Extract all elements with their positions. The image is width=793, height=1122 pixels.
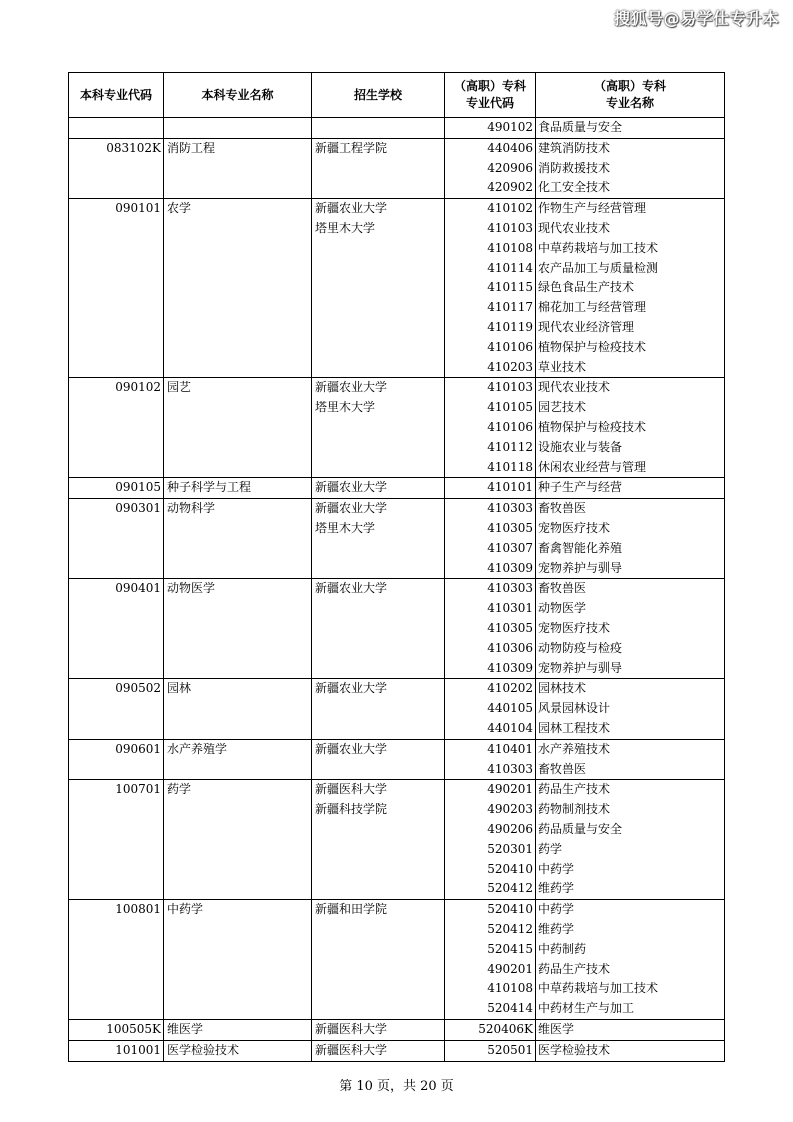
zk-name-cell bbox=[536, 138, 725, 198]
zk-name-cell-line: 化工安全技术 bbox=[538, 180, 611, 195]
header-row bbox=[69, 73, 725, 118]
zk-code-cell-line: 410303 bbox=[487, 761, 533, 776]
zk-code-cell-line: 520415 bbox=[487, 941, 533, 956]
bk-code-cell bbox=[69, 1040, 164, 1061]
bk-code-cell bbox=[69, 478, 164, 499]
zk-code-cell-line: 520501 bbox=[487, 1042, 533, 1057]
bk-code-cell bbox=[69, 138, 164, 198]
bk-name-cell bbox=[164, 579, 312, 679]
bk-code-cell bbox=[69, 1019, 164, 1040]
zk-code-cell-line: 490203 bbox=[487, 802, 533, 817]
school-cell-line: 新疆农业大学 bbox=[315, 380, 388, 395]
zk-code-cell-line: 410203 bbox=[487, 359, 533, 374]
bk-name-cell-line: 动物医学 bbox=[167, 581, 216, 596]
zk-name-cell bbox=[536, 118, 725, 139]
bk-name-cell-line: 医学检验技术 bbox=[167, 1042, 240, 1057]
zk-code-cell-line: 410101 bbox=[487, 480, 533, 495]
header-name: 本科专业名称 bbox=[164, 73, 312, 118]
zk-code-cell bbox=[445, 780, 536, 900]
zk-code-cell-line: 410105 bbox=[487, 400, 533, 415]
zk-name-cell-line: 中药学 bbox=[538, 861, 575, 876]
school-cell-line: 新疆农业大学 bbox=[315, 741, 388, 756]
bk-code-cell bbox=[69, 118, 164, 139]
zk-name-cell-line: 现代农业技术 bbox=[538, 220, 611, 235]
bk-name-cell bbox=[164, 679, 312, 739]
bk-name-cell-line: 种子科学与工程 bbox=[167, 480, 252, 495]
zk-code-cell-line: 420906 bbox=[487, 160, 533, 175]
zk-code-cell bbox=[445, 138, 536, 198]
school-cell bbox=[312, 378, 445, 478]
bk-name-cell-line: 动物科学 bbox=[167, 501, 216, 516]
table-row bbox=[69, 679, 725, 739]
school-cell-line: 新疆医科大学 bbox=[315, 782, 388, 797]
zk-code-cell bbox=[445, 199, 536, 378]
school-cell-line: 新疆农业大学 bbox=[315, 581, 388, 596]
zk-code-cell-line: 410103 bbox=[487, 380, 533, 395]
school-cell-line: 新疆农业大学 bbox=[315, 201, 388, 216]
school-cell bbox=[312, 679, 445, 739]
zk-name-cell-line: 现代农业技术 bbox=[538, 380, 611, 395]
zk-name-cell-line: 维医学 bbox=[538, 1021, 575, 1036]
zk-name-cell-line: 设施农业与装备 bbox=[538, 439, 623, 454]
zk-name-cell-line: 畜牧兽医 bbox=[538, 501, 587, 516]
school-cell-line: 塔里木大学 bbox=[315, 520, 376, 535]
zk-name-cell-line: 现代农业经济管理 bbox=[538, 319, 635, 334]
zk-code-cell-line: 410117 bbox=[487, 300, 533, 315]
zk-name-cell-line: 中药制药 bbox=[538, 941, 587, 956]
school-cell bbox=[312, 579, 445, 679]
zk-name-cell-line: 中草药栽培与加工技术 bbox=[538, 981, 659, 996]
table-row bbox=[69, 138, 725, 198]
zk-code-cell-line: 490201 bbox=[487, 782, 533, 797]
zk-name-cell-line: 畜牧兽医 bbox=[538, 581, 587, 596]
zk-name-cell-line: 食品质量与安全 bbox=[538, 120, 623, 134]
zk-code-cell-line: 410305 bbox=[487, 520, 533, 535]
zk-name-cell-line: 园艺技术 bbox=[538, 400, 587, 415]
table-row bbox=[69, 499, 725, 579]
table-row bbox=[69, 780, 725, 900]
bk-code-cell bbox=[69, 900, 164, 1020]
zk-name-cell-line: 中草药栽培与加工技术 bbox=[538, 240, 659, 255]
zk-name-cell-line: 宠物养护与驯导 bbox=[538, 560, 623, 575]
school-cell-line: 塔里木大学 bbox=[315, 400, 376, 415]
zk-code-cell-line: 410301 bbox=[487, 601, 533, 616]
table-row bbox=[69, 118, 725, 139]
zk-code-cell bbox=[445, 739, 536, 780]
zk-name-cell-line: 维药学 bbox=[538, 881, 575, 896]
zk-name-cell-line: 药品质量与安全 bbox=[538, 821, 623, 836]
zk-code-cell-line: 410108 bbox=[487, 240, 533, 255]
watermark: 搜狐号@易学仕专升本 bbox=[613, 9, 779, 28]
header-zk-name: （高职）专科 专业名称 bbox=[536, 73, 725, 118]
bk-name-cell-line: 消防工程 bbox=[167, 140, 216, 155]
zk-name-cell-line: 药品生产技术 bbox=[538, 961, 611, 976]
table-row bbox=[69, 378, 725, 478]
school-cell-line: 新疆和田学院 bbox=[315, 902, 388, 917]
bk-name-cell-line: 维医学 bbox=[167, 1021, 204, 1036]
zk-name-cell-line: 风景园林设计 bbox=[538, 701, 611, 716]
zk-name-cell bbox=[536, 679, 725, 739]
zk-code-cell-line: 410106 bbox=[487, 419, 533, 434]
zk-name-cell-line: 消防救援技术 bbox=[538, 160, 611, 175]
zk-name-cell bbox=[536, 199, 725, 378]
zk-code-cell bbox=[445, 679, 536, 739]
school-cell bbox=[312, 739, 445, 780]
zk-name-cell bbox=[536, 1040, 725, 1061]
table-row bbox=[69, 199, 725, 378]
bk-code-cell bbox=[69, 378, 164, 478]
zk-code-cell bbox=[445, 1040, 536, 1061]
bk-code-cell bbox=[69, 679, 164, 739]
school-cell bbox=[312, 499, 445, 579]
zk-name-cell-line: 宠物养护与驯导 bbox=[538, 660, 623, 675]
bk-code-cell-line: 100505K bbox=[106, 1021, 161, 1036]
zk-code-cell bbox=[445, 478, 536, 499]
bk-code-cell bbox=[69, 780, 164, 900]
zk-code-cell-line: 440105 bbox=[487, 701, 533, 716]
school-cell-line: 新疆农业大学 bbox=[315, 480, 388, 495]
school-cell bbox=[312, 1019, 445, 1040]
school-cell bbox=[312, 199, 445, 378]
zk-code-cell-line: 410106 bbox=[487, 339, 533, 354]
zk-name-cell-line: 宠物医疗技术 bbox=[538, 520, 611, 535]
zk-name-cell-line: 中药学 bbox=[538, 902, 575, 917]
zk-name-cell-line: 建筑消防技术 bbox=[538, 140, 611, 155]
zk-name-cell bbox=[536, 499, 725, 579]
zk-code-cell-line: 490206 bbox=[487, 821, 533, 836]
zk-code-cell-line: 410119 bbox=[487, 319, 533, 334]
table-row bbox=[69, 579, 725, 679]
bk-name-cell-line: 中药学 bbox=[167, 902, 204, 917]
bk-name-cell-line bbox=[167, 118, 311, 138]
bk-name-cell-line: 园艺 bbox=[167, 380, 192, 395]
zk-name-cell-line: 宠物医疗技术 bbox=[538, 620, 611, 635]
zk-code-cell-line: 490102 bbox=[487, 120, 533, 134]
header-school: 招生学校 bbox=[312, 73, 445, 118]
zk-code-cell-line: 410115 bbox=[487, 280, 533, 295]
school-cell-line: 新疆工程学院 bbox=[315, 140, 388, 155]
zk-code-cell-line: 520301 bbox=[487, 841, 533, 856]
zk-code-cell bbox=[445, 499, 536, 579]
header-code: 本科专业代码 bbox=[69, 73, 164, 118]
zk-code-cell bbox=[445, 579, 536, 679]
zk-name-cell-line: 植物保护与检疫技术 bbox=[538, 419, 647, 434]
zk-name-cell-line: 中药材生产与加工 bbox=[538, 1001, 635, 1016]
zk-code-cell-line: 410118 bbox=[487, 459, 533, 474]
zk-name-cell bbox=[536, 780, 725, 900]
zk-name-cell-line: 棉花加工与经营管理 bbox=[538, 300, 647, 315]
zk-code-cell bbox=[445, 378, 536, 478]
bk-code-cell-line: 090601 bbox=[115, 741, 161, 756]
school-cell bbox=[312, 900, 445, 1020]
zk-name-cell bbox=[536, 900, 725, 1020]
zk-name-cell-line: 种子生产与经营 bbox=[538, 480, 623, 495]
bk-name-cell bbox=[164, 900, 312, 1020]
zk-code-cell bbox=[445, 1019, 536, 1040]
bk-code-cell bbox=[69, 199, 164, 378]
bk-name-cell bbox=[164, 118, 312, 139]
school-cell bbox=[312, 780, 445, 900]
bk-name-cell bbox=[164, 739, 312, 780]
school-cell bbox=[312, 118, 445, 139]
zk-name-cell-line: 药学 bbox=[538, 841, 563, 856]
zk-code-cell-line: 410103 bbox=[487, 220, 533, 235]
zk-name-cell-line: 作物生产与经营管理 bbox=[538, 201, 647, 216]
zk-name-cell-line: 绿色食品生产技术 bbox=[538, 280, 635, 295]
zk-code-cell-line: 410309 bbox=[487, 660, 533, 675]
bk-code-cell-line: 100801 bbox=[115, 902, 161, 917]
bk-code-cell-line: 090102 bbox=[115, 380, 161, 395]
bk-name-cell bbox=[164, 478, 312, 499]
header-zk-code: （高职）专科 专业代码 bbox=[445, 73, 536, 118]
bk-code-cell-line: 090101 bbox=[115, 201, 161, 216]
page-footer: 第 10 页，共 20 页 bbox=[339, 1079, 454, 1094]
zk-name-cell-line: 动物医学 bbox=[538, 601, 587, 616]
zk-code-cell-line: 410306 bbox=[487, 640, 533, 655]
zk-name-cell-line: 水产养殖技术 bbox=[538, 741, 611, 756]
zk-name-cell bbox=[536, 1019, 725, 1040]
zk-name-cell-line: 畜牧兽医 bbox=[538, 761, 587, 776]
zk-name-cell-line: 医学检验技术 bbox=[538, 1042, 611, 1057]
zk-code-cell-line: 410303 bbox=[487, 581, 533, 596]
school-cell bbox=[312, 138, 445, 198]
school-cell-line: 新疆农业大学 bbox=[315, 501, 388, 516]
zk-code-cell-line: 520412 bbox=[487, 881, 533, 896]
zk-code-cell-line: 440406 bbox=[487, 140, 533, 155]
zk-code-cell bbox=[445, 900, 536, 1020]
zk-code-cell-line: 520412 bbox=[487, 921, 533, 936]
school-cell bbox=[312, 478, 445, 499]
zk-name-cell-line: 园林工程技术 bbox=[538, 720, 611, 735]
major-mapping-table bbox=[68, 72, 725, 1062]
bk-code-cell-line: 090401 bbox=[115, 581, 161, 596]
table-row bbox=[69, 478, 725, 499]
table-row bbox=[69, 900, 725, 1020]
zk-code-cell-line: 490201 bbox=[487, 961, 533, 976]
zk-name-cell-line: 药物制剂技术 bbox=[538, 802, 611, 817]
zk-code-cell-line: 520406K bbox=[478, 1021, 533, 1036]
zk-name-cell bbox=[536, 478, 725, 499]
table-row bbox=[69, 1019, 725, 1040]
bk-code-cell bbox=[69, 739, 164, 780]
zk-code-cell-line: 410202 bbox=[487, 681, 533, 696]
zk-code-cell-line: 520410 bbox=[487, 861, 533, 876]
bk-name-cell bbox=[164, 780, 312, 900]
zk-code-cell-line: 410305 bbox=[487, 620, 533, 635]
bk-name-cell bbox=[164, 1019, 312, 1040]
bk-name-cell bbox=[164, 138, 312, 198]
zk-name-cell-line: 畜禽智能化养殖 bbox=[538, 540, 623, 555]
school-cell-line: 新疆科技学院 bbox=[315, 802, 388, 817]
bk-name-cell bbox=[164, 499, 312, 579]
bk-code-cell-line: 083102K bbox=[106, 140, 161, 155]
bk-code-cell bbox=[69, 499, 164, 579]
zk-code-cell-line: 410114 bbox=[487, 260, 533, 275]
zk-code-cell-line: 410309 bbox=[487, 560, 533, 575]
school-cell-line: 塔里木大学 bbox=[315, 220, 376, 235]
zk-name-cell bbox=[536, 739, 725, 780]
zk-code-cell-line: 410112 bbox=[487, 439, 533, 454]
bk-name-cell bbox=[164, 378, 312, 478]
zk-name-cell-line: 动物防疫与检疫 bbox=[538, 640, 623, 655]
zk-code-cell-line: 410102 bbox=[487, 201, 533, 216]
zk-name-cell bbox=[536, 579, 725, 679]
zk-name-cell-line: 维药学 bbox=[538, 921, 575, 936]
zk-code-cell-line: 420902 bbox=[487, 180, 533, 195]
bk-code-cell-line: 100701 bbox=[115, 782, 161, 797]
bk-name-cell-line: 园林 bbox=[167, 681, 192, 696]
bk-name-cell bbox=[164, 1040, 312, 1061]
school-cell-line: 新疆医科大学 bbox=[315, 1042, 388, 1057]
zk-code-cell-line: 520410 bbox=[487, 902, 533, 917]
table-row bbox=[69, 1040, 725, 1061]
bk-code-cell-line: 090105 bbox=[115, 480, 161, 495]
zk-code-cell bbox=[445, 118, 536, 139]
zk-name-cell-line: 药品生产技术 bbox=[538, 782, 611, 797]
school-cell-line: 新疆医科大学 bbox=[315, 1021, 388, 1036]
school-cell-line: 新疆农业大学 bbox=[315, 681, 388, 696]
zk-name-cell-line: 休闲农业经营与管理 bbox=[538, 459, 647, 474]
zk-name-cell-line: 植物保护与检疫技术 bbox=[538, 339, 647, 354]
bk-code-cell-line bbox=[69, 118, 161, 138]
zk-code-cell-line: 410401 bbox=[487, 741, 533, 756]
bk-name-cell-line: 农学 bbox=[167, 201, 192, 216]
zk-code-cell-line: 440104 bbox=[487, 720, 533, 735]
bk-code-cell-line: 090301 bbox=[115, 501, 161, 516]
bk-code-cell-line: 101001 bbox=[115, 1042, 161, 1057]
zk-code-cell-line: 410307 bbox=[487, 540, 533, 555]
zk-name-cell bbox=[536, 378, 725, 478]
bk-code-cell-line: 090502 bbox=[115, 681, 161, 696]
zk-name-cell-line: 园林技术 bbox=[538, 681, 587, 696]
school-cell bbox=[312, 1040, 445, 1061]
zk-code-cell-line: 410108 bbox=[487, 981, 533, 996]
zk-code-cell-line: 410303 bbox=[487, 501, 533, 516]
zk-name-cell-line: 农产品加工与质量检测 bbox=[538, 260, 659, 275]
zk-name-cell-line: 草业技术 bbox=[538, 359, 587, 374]
table-row bbox=[69, 739, 725, 780]
zk-code-cell-line: 520414 bbox=[487, 1001, 533, 1016]
bk-name-cell bbox=[164, 199, 312, 378]
bk-name-cell-line: 水产养殖学 bbox=[167, 741, 228, 756]
bk-name-cell-line: 药学 bbox=[167, 782, 192, 797]
bk-code-cell bbox=[69, 579, 164, 679]
